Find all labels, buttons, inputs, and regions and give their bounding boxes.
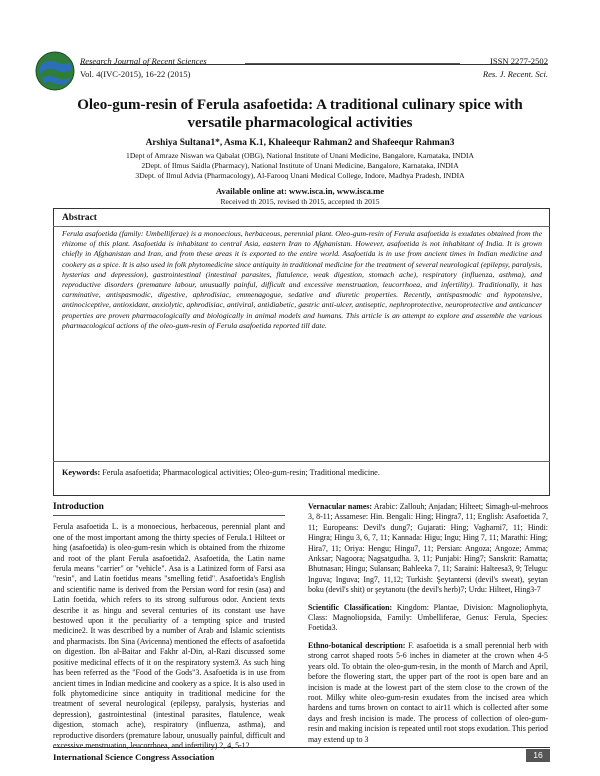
keywords-text: Ferula asafoetida; Pharmacological activities; Oleo-gum-resin; Traditional medicine. (102, 468, 380, 477)
introduction-paragraph: Ferula asafoetida L. is a monoecious, herbaceous, perennial plant and one of the most important among the thirty species of Ferula.1 Hilteet or hing (asafoetida) is oleo-gum-resin which is obtained from the rhizome and root of the plant Ferula asafoetida2. Asafoetida, the Latin name ferula means "carrier" or "vehicle". Asa is a Latinized form of Farsi asa "resin", and Latin foetidus means "smelling fetid". Asafoetida's English and scientific name is derived from the Persian word for resin (asa) and Latin foetida, which refers to its strong sulfurous odor. Ancient texts describe it as hingu and several centuries of its constant use have bestowed upon it the peculiarity of a tempting spice and trusted medicine2. It was described by a number of Arab and Islamic scientists and pharmacists. Ibn Sina (Avicenna) mentioned the effects of asafoetida on digestion. Ibn al-Baitar and Fakhr al-Din, al-Razi discussed some positive medicinal effects of it on the respiratory system3. As such hing has been referred as the "Food of the Gods"3. Asafoetida is in use from ancient times in Indian medicine and cookery as a spice. It is also used in folk phytomedicine since antiquity in traditional medicine for the treatment of several neurological (epilepsy, paralysis, hysterias and depression), gastrointestinal (intestinal parasites, flatulence, weak digestion, stomach ache), respiratory (influenza, asthma), and reproductive disorders (premature labour, unusually painful, difficult and excessive menstruation, leucorrhoea, and infertility) 2, 4, 5-12. (53, 522, 285, 750)
keywords (62, 467, 542, 478)
abstract-text: Ferula asafoetida (family: Umbelliferae) is a monoecious, herbaceous, perennial plant. Oleo-gum-resin of Ferula asafoetida is exudates obtained from the rhizome of this plant. Asafoetida is inhabitant to central Asia, eastern Iran to Afghanistan. However, asafoetida is not inhabitant of India. It is grown chiefly in Afghanistan and Iran, and from these areas it is exported to the entire world. Asafoetida is in use from ancient times in Indian medicine and cookery as a spice. It is also used in folk phytomedicine since antiquity in traditional medicine for the treatment of several neurological (epilepsy, paralysis, hysterias and depression), gastrointestinal (intestinal parasites, flatulence, weak digestion, stomach ache), respiratory (influenza, asthma), and reproductive disorders (premature labour, unusually painful, difficult and excessive menstruation, leucorrhoea, and infertility). Traditionally, it has carminative, antispasmodic, digestive, aphrodisiac, emmenagogue, sedative and diuretic properties. Recently, antispasmodic and hypotensive, antinociceptive, antioxidant, anxiolytic, aphrodisiac, antiviral, antidiabetic, gastric anti-ulcer, antiseptic, nephroprotective, neuroprotective and anticancer properties are proven pharmacologically and biologically in animal models and humans. This article is an attempt to explore and assemble the various pharmacological actions of the oleo-gum-resin of Ferula asafoetida reported till date. (62, 229, 542, 330)
volume-info: Vol. 4(IVC-2015), 16-22 (2015) (80, 69, 191, 79)
footer-rule (53, 747, 550, 748)
issn: ISSN 2277-2502 (489, 56, 548, 66)
ethnobotanical-text: F. asafoetida is a small perennial herb with strong carrot shaped roots 5-6 inches in diameter at the crown when 4-5 years old. To obtain the oleo-gum-resin, in the month of March and April, before the flowering start, the upper part of the root is open bare and an incision is made at the lowest part of the stem close to the crown of the root. Milky white oleo-gum-resin exudates from the incised area which hardens and turns brown on contact to air11 which is collected after some days and fresh incision is made. The process of collection of oleo-gum-resin and making incision is repeated until root stops exudation. This period may extend up to 3 (308, 640, 548, 744)
introduction-heading: Introduction (53, 502, 104, 512)
affiliation-1: 1Dept of Amraze Niswan wa Qabalat (OBG), National Institute of Unani Medicine, Bangalore, Karnataka, INDIA (126, 151, 474, 160)
paper-title: Oleo-gum-resin of Ferula asafoetida: A traditional culinary spice with versatile pharmacological activities (77, 97, 523, 131)
availability-line: Available online at: www.isca.in, www.isca.me (215, 186, 385, 196)
classification-text: Kingdom: Plantae, Division: Magnoliophyta, Class: Magnoliopsida, Family: Umbelliferae, Genus: Ferula, Species: Foetida3. (308, 602, 548, 633)
page-number: 16 (526, 749, 550, 762)
introduction-rule (53, 515, 285, 516)
classification-paragraph (308, 603, 548, 634)
vernacular-text: Arabic: Zallouh; Anjadan; Hilteet; Simagh-ul-mehroos 3, 8-11; Assamese: Hin. Bengali: Hing; Hingra7, 11; English: Asafoetida 7, 11; Europeans: Devil's dung7; Gujarati: Hing; Vagharni7, 11; Hindi: Hingra; Hingu 3, 6, 7, 11; Kannada: Higu; Ingu; Hing 7, 11; Marathi: Hing; Hira7, 11; Oriya: Hengu; Hingu7, 11; Persian: Angoza; Angoze; Amma; Anksar; Nagoora; Nagsatgudha. 3, 11; Punjabi: Hing7; Sanskrit: Ramatta; Bhutnasan; Hingu; Sulansan; Bahleeka 7, 11; Saraini: Halteesa3, 9; Telugu: Inguva; Inguva; Ing7, 11,12; Turkish: Şeytantersi (devil's sweat), şeytan boku (devil's shit) or şeytanotu (the devil's herb)7; Urdu: Hilteet, Hing3-7 (308, 502, 548, 595)
footer-association: International Science Congress Association (53, 752, 215, 762)
abstract-heading-rule (53, 226, 550, 227)
received-dates: Received th 2015, revised th 2015, accepted th 2015 (220, 197, 380, 206)
header-fill-rule (245, 57, 460, 64)
globe-logo-icon (34, 50, 76, 92)
ethnobotanical-label: Ethno-botanical description: (308, 640, 406, 650)
right-column (308, 502, 548, 752)
affiliation-3: 3Dept. of Ilmul Advia (Pharmacology), Al-Farooq Unani Medical College, Indore, Madhya Pradesh, INDIA (135, 171, 465, 180)
journal-abbreviation: Res. J. Recent. Sci. (482, 69, 548, 79)
ethnobotanical-paragraph (308, 641, 548, 745)
author-list: Arshiya Sultana1*, Asma K.1, Khaleequr Rahman2 and Shafeequr Rahman3 (145, 138, 455, 148)
vernacular-label: Vernacular names: (308, 502, 373, 511)
header-rule (80, 64, 548, 65)
journal-name: Research Journal of Recent Sciences (80, 56, 207, 66)
vernacular-paragraph (308, 502, 548, 596)
left-column (53, 502, 285, 758)
keywords-label: Keywords: (62, 468, 101, 477)
abstract-heading: Abstract (62, 213, 97, 223)
affiliations (40, 151, 560, 181)
keywords-rule (53, 461, 550, 462)
classification-label: Scientific Classification: (308, 602, 393, 612)
affiliation-2: 2Dept. of Ilmus Saidla (Pharmacy), National Institute of Unani Medicine, Bangalore, Karnataka, INDIA (141, 161, 459, 170)
